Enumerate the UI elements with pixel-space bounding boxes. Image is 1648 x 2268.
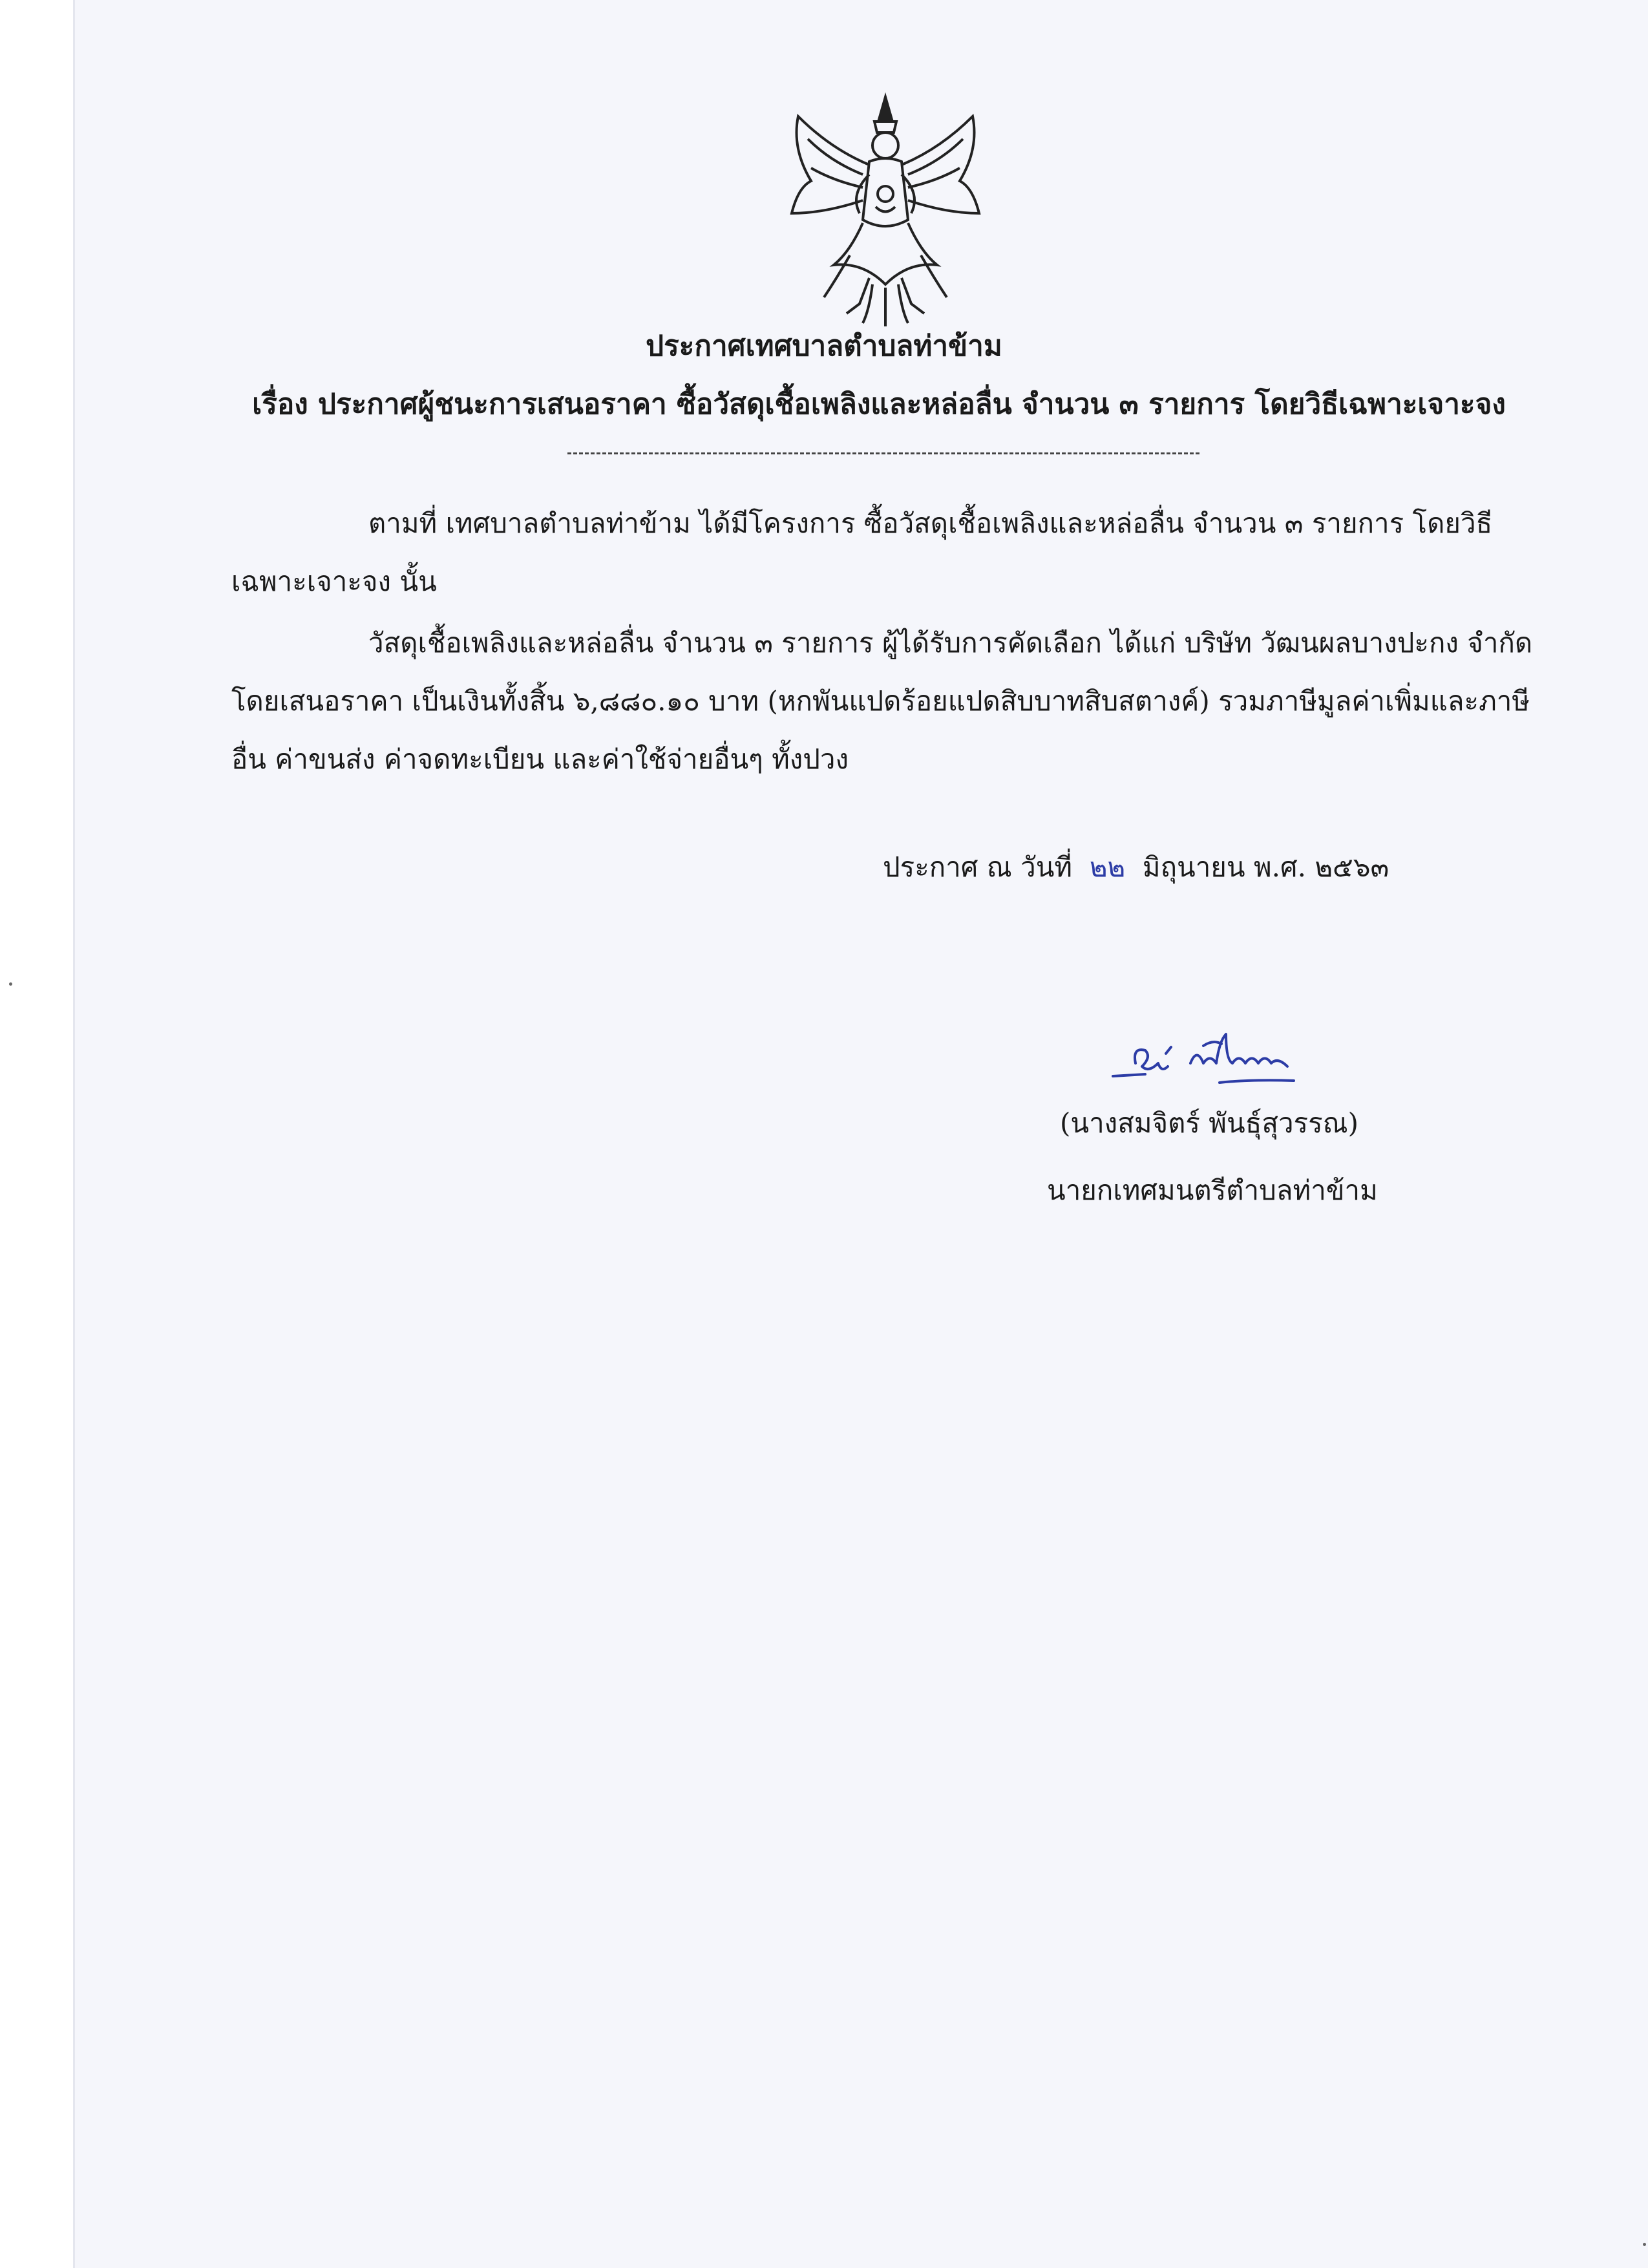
separator-line [567,452,1199,454]
scan-speck [9,982,12,986]
signer-position: นายกเทศมนตรีตำบลท่าข้าม [1047,1174,1378,1206]
handwritten-signature-icon [1106,1028,1300,1099]
body-paragraph-1: ตามที่ เทศบาลตำบลท่าข้าม ได้มีโครงการ ซื้อวัสดุเชื้อเพลิงและหล่อลื่น จำนวน ๓ รายการ โดยวิธีเฉพาะเจาะจง นั้น [231,507,1493,597]
signer-name: (นางสมจิตร์ พันธุ์สุวรรณ) [1060,1107,1359,1139]
date-prefix: ประกาศ ณ วันที่ [883,851,1073,883]
scan-speck [1643,2243,1646,2246]
body-paragraph-2: วัสดุเชื้อเพลิงและหล่อลื่น จำนวน ๓ รายการ ผู้ได้รับการคัดเลือก ได้แก่ บริษัท วัฒนผลบางปะกง จำกัด โดยเสนอราคา เป็นเงินทั้งสิ้น ๖,๘๘๐.๑๐ บาท (หกพันแปดร้อยแปดสิบบาทสิบสตางค์) รวมภาษีมูลค่าเพิ่มและภาษีอื่น ค่าขนส่ง ค่าจดทะเบียน และค่าใช้จ่ายอื่นๆ ทั้งปวง [231,627,1533,775]
announcement-date [883,848,1389,887]
document-subject: เรื่อง ประกาศผู้ชนะการเสนอราคา ซื้อวัสดุเชื้อเพลิงและหล่อลื่น จำนวน ๓ รายการ โดยวิธีเฉพาะเจาะจง [252,388,1506,421]
document-title: ประกาศเทศบาลตำบลท่าข้าม [646,330,1002,363]
date-day: ๒๒ [1089,851,1126,883]
garuda-emblem-icon [772,90,998,330]
date-month-year: มิถุนายน พ.ศ. ๒๕๖๓ [1142,851,1389,883]
